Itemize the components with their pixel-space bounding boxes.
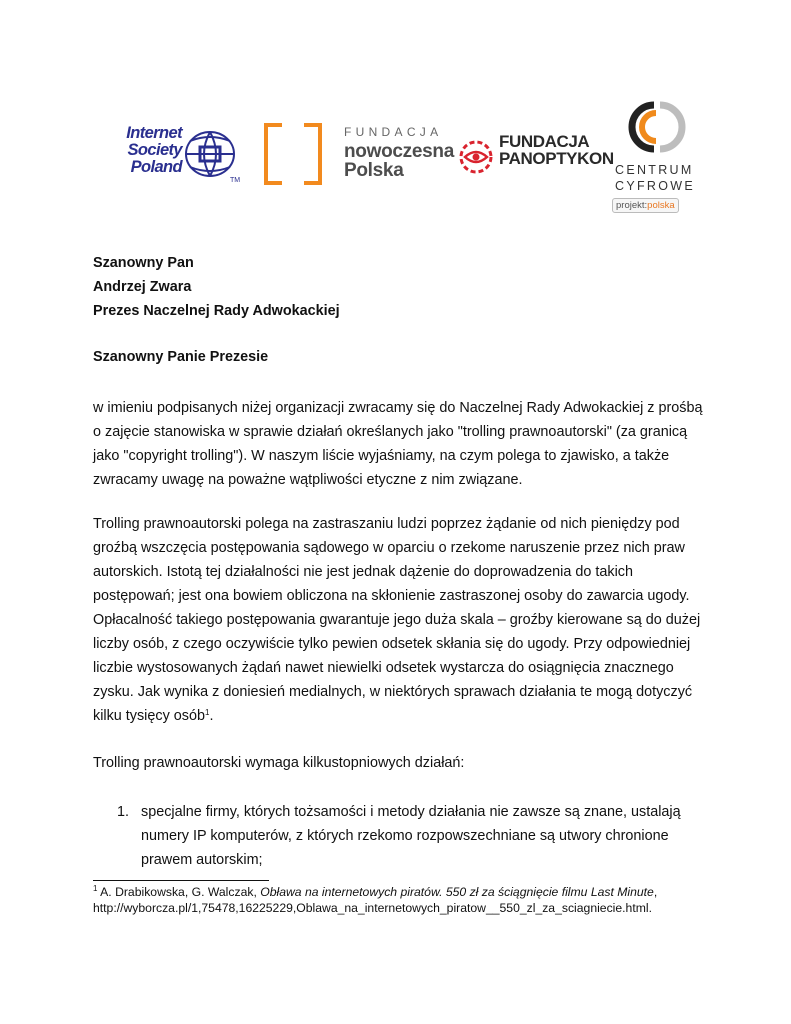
salutation xyxy=(93,345,713,369)
paragraph-1 xyxy=(93,396,713,492)
projekt-polska-badge xyxy=(612,198,679,213)
internet-society-poland-logo xyxy=(100,125,240,185)
centrum-cyfrowe-c-icon xyxy=(610,97,690,159)
footnote-line xyxy=(93,884,713,900)
paragraph-line: w imieniu podpisanych niżej organizacji zwracamy się do Naczelnej Rady Adwokackiej z prośbą xyxy=(93,400,703,416)
fnp-line2: nowoczesna xyxy=(344,141,454,162)
list-item xyxy=(141,800,701,872)
centrum-cyfrowe-logo xyxy=(610,97,700,217)
orange-brackets-icon xyxy=(262,123,326,185)
fnp-line1: FUNDACJA xyxy=(344,125,443,139)
fundacja-panoptykon-logo xyxy=(457,132,614,185)
list-number: 1. xyxy=(117,804,130,820)
list-line: specjalne firmy, których tożsamości i metody działania nie zawsze są znane, ustalają xyxy=(141,804,681,820)
isoc-line3: Poland xyxy=(130,158,182,176)
isoc-line1: Internet xyxy=(126,124,182,142)
paragraph-line: Trolling prawnoautorski polega na zastraszaniu ludzi poprzez żądanie od nich pieniędzy pod xyxy=(93,516,680,532)
isoc-tm: TM xyxy=(230,177,240,183)
footnote-url[interactable]: http://wyborcza.pl/1,75478,16225229,Oblawa_na_internetowych_piratow__550_zl_za_sciagniecie.html. xyxy=(93,901,652,915)
paragraph-line: o zajęcie stanowiska w sprawie działań określanych jako "trolling prawnoautorski" (za granicą xyxy=(93,424,688,440)
isoc-globe-icon xyxy=(182,127,240,183)
fundacja-nowoczesna-polska-logo xyxy=(262,123,452,185)
footnote-number: 1 xyxy=(93,884,98,893)
numbered-list xyxy=(93,800,713,872)
isoc-line2: Society xyxy=(127,141,182,159)
paragraph-line: liczbie wystosowanych żądań nawet niewielki odsetek wystarcza do osiągnięcia znacznego xyxy=(93,660,674,676)
footnote-reference[interactable]: 1 xyxy=(204,708,210,717)
paragraph-line: groźbą wszczęcia postępowania sądowego w oparciu o rzekome naruszenie przez nich praw xyxy=(93,540,685,556)
paragraph-line: Trolling prawnoautorski wymaga kilkustopniowych działań: xyxy=(93,755,465,771)
paragraph-last-text: kilku tysięcy osób xyxy=(93,708,205,724)
panoptykon-line1: FUNDACJA xyxy=(499,132,590,151)
address-line: Szanowny Pan xyxy=(93,255,194,271)
panoptykon-line2: PANOPTYKON xyxy=(499,149,614,168)
paragraph-line xyxy=(93,704,713,728)
paragraph-line: Opłacalność takiego postępowania gwarantuje jego duża skala – groźby kierowane są do dużej xyxy=(93,612,701,628)
address-line: Andrzej Zwara xyxy=(93,279,192,295)
footnote xyxy=(93,884,713,916)
list-line: numery IP komputerów, z których rzekomo rozpowszechniane są utwory chronione xyxy=(141,828,669,844)
badge-part-a: projekt: xyxy=(616,200,648,211)
paragraph-line: zwracamy uwagę na poważne wątpliwości etyczne z nim związane. xyxy=(93,472,523,488)
fnp-line3: Polska xyxy=(344,160,404,181)
salutation-text: Szanowny Panie Prezesie xyxy=(93,349,269,365)
address-block xyxy=(93,251,713,323)
paragraph-line: postępowań; jest ona bowiem obliczona na skłonienie zastraszonej osoby do zawarcia ugody. xyxy=(93,588,690,604)
cc-line1: CENTRUM xyxy=(615,163,694,177)
footnote-title: Obława na internetowych piratów. 550 zł za ściągnięcie filmu Last Minute xyxy=(260,885,654,899)
paragraph-end: . xyxy=(209,708,214,724)
panoptykon-eye-icon xyxy=(457,133,497,181)
list-line: prawem autorskim; xyxy=(141,852,263,868)
logo-bar xyxy=(0,95,791,225)
cc-line2: CYFROWE xyxy=(615,179,695,193)
paragraph-line: autorskich. Istotą tej działalności nie jest jednak dążenie do doprowadzenia do takich xyxy=(93,564,633,580)
footnote-comma: , xyxy=(653,885,658,899)
paragraph-line: zysku. Jak wynika z doniesień medialnych, w niektórych sprawach działania te mogą dotyczyć xyxy=(93,684,693,700)
paragraph-2 xyxy=(93,512,713,728)
footnote-authors: A. Drabikowska, G. Walczak, xyxy=(97,885,261,899)
paragraph-3 xyxy=(93,751,713,775)
address-line: Prezes Naczelnej Rady Adwokackiej xyxy=(93,303,340,319)
badge-part-b: polska xyxy=(647,200,675,211)
paragraph-line: jako "copyright trolling"). W naszym liście wyjaśniamy, na czym polega to zjawisko, a także xyxy=(93,448,670,464)
paragraph-line: liczby osób, z czego oczywiście tylko pewien odsetek skłania się do ugody. Przy odpowiedniej xyxy=(93,636,691,652)
footnote-separator xyxy=(93,880,269,881)
